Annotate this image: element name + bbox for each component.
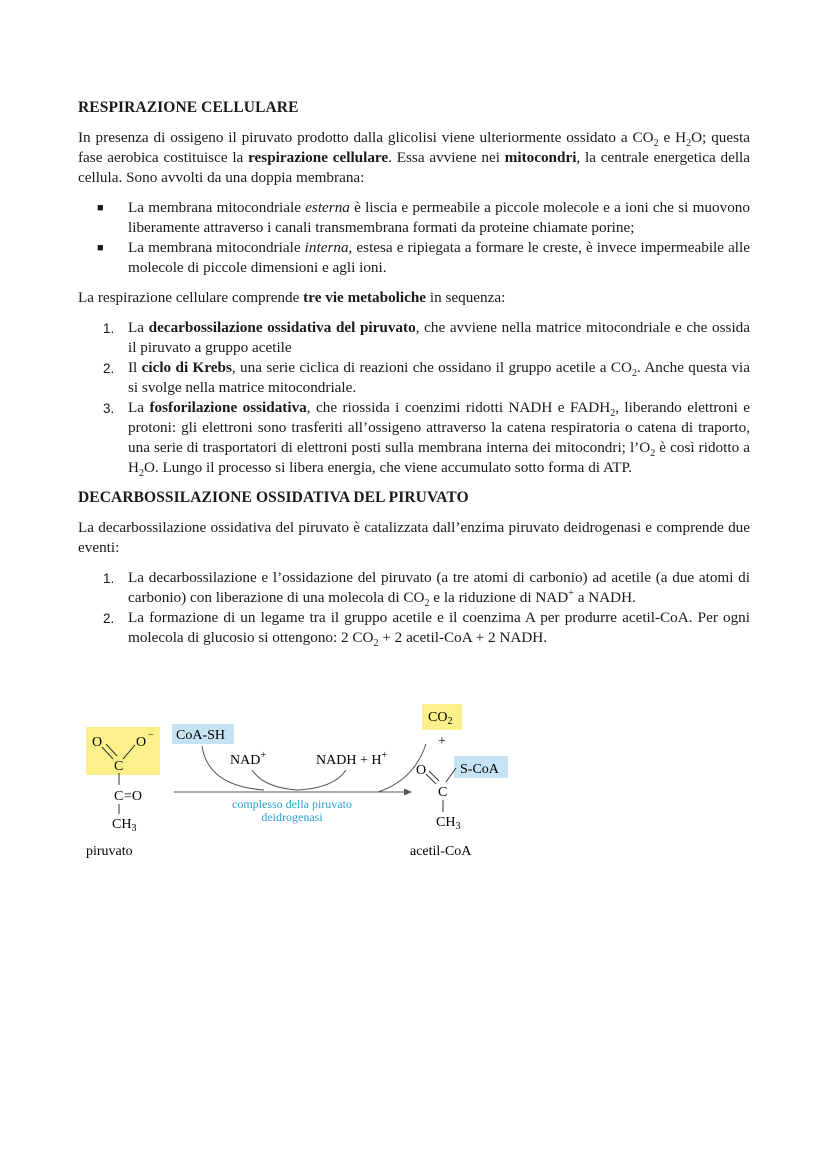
events-list	[78, 568, 750, 648]
text: La decarbossilazione e l’ossidazione del piruvato (a tre atomi di carbonio) ad acetile (a due atomi di carbonio) con liberazione di una molecola di CO	[128, 569, 750, 606]
text: è così ridotto a H	[128, 439, 750, 476]
bold-term: fosforilazione ossidativa	[149, 399, 307, 416]
paragraph-lead	[78, 288, 750, 308]
acetyl-double-bond	[426, 774, 436, 784]
subscript: 2	[686, 138, 692, 150]
acetyl-coa-label: acetil-CoA	[410, 844, 472, 859]
list-number: 1.	[103, 321, 115, 336]
pyruvate-o-left: O	[92, 735, 103, 750]
paragraph-intro	[78, 128, 750, 188]
text: La	[128, 319, 149, 336]
ch: CH	[436, 815, 456, 830]
text: , la centrale energetica della cellula. Sono avvolti da una doppia membrana:	[78, 149, 751, 186]
pyruvate-c-top: C	[114, 759, 124, 774]
text: , estesa e ripiegata a formare le creste, è invece impermeabile alle molecole di piccole dimensioni e agli ioni.	[128, 239, 750, 276]
bold-term: mitocondri	[504, 149, 577, 166]
subscript: 2	[653, 138, 659, 150]
pyruvate-o-mid: =O	[124, 789, 143, 804]
list-item	[78, 358, 750, 398]
acetyl-ch3	[436, 815, 460, 832]
superscript: +	[381, 750, 388, 761]
bold-term: ciclo di Krebs	[141, 359, 232, 376]
subscript: 2	[610, 408, 616, 420]
list-number: 2.	[103, 361, 115, 376]
pyruvate-o-right: O	[136, 735, 147, 750]
bullet-square-icon: ■	[97, 242, 104, 254]
plus-sign: +	[438, 734, 446, 749]
text: + 2 acetil-CoA + 2 NADH.	[378, 629, 548, 646]
text: La	[128, 399, 150, 416]
nad-label	[230, 750, 266, 768]
italic-term: esterna	[305, 199, 350, 216]
subscript: 3	[455, 821, 461, 832]
pyruvate-o-minus: −	[148, 730, 154, 741]
text: in sequenza:	[426, 289, 506, 306]
list-item	[78, 318, 750, 358]
bold-term: decarbossilazione ossidativa del piruvato	[148, 319, 416, 336]
acetyl-c: C	[438, 785, 448, 800]
nadh-label	[316, 750, 387, 768]
metabolic-pathways-list	[78, 318, 750, 478]
text: , una serie ciclica di reazioni che ossidano il gruppo acetile a CO	[231, 359, 633, 376]
subscript: 2	[447, 716, 453, 727]
text: . Anche questa via si svolge nella matrice mitocondriale.	[128, 359, 751, 396]
pyruvate-ch3	[112, 817, 136, 834]
acetyl-scoa: S-CoA	[460, 762, 499, 777]
text: e H	[658, 129, 687, 146]
acetyl-o: O	[416, 763, 427, 778]
bullet-square-icon: ■	[97, 202, 104, 214]
superscript: +	[568, 587, 574, 599]
list-number: 3.	[103, 401, 115, 416]
membrane-list	[78, 198, 750, 278]
text: e la riduzione di NAD	[429, 589, 569, 606]
text: La membrana mitocondriale	[128, 199, 306, 216]
text: a NADH.	[573, 589, 636, 606]
ch: CH	[112, 817, 132, 832]
bold-term: tre vie metaboliche	[303, 289, 427, 306]
nad: NAD	[230, 753, 261, 768]
co: CO	[428, 710, 448, 725]
text: . Essa avviene nei	[388, 149, 505, 166]
text: , che avviene nella matrice mitocondriale e che ossida il piruvato a gruppo acetile	[128, 319, 750, 356]
list-item	[78, 608, 750, 648]
subscript: 2	[632, 368, 638, 380]
text: è liscia e permeabile a piccole molecole e a ioni che si muovono liberamente attraverso i canali transmembrana formati da proteine chiamate porine;	[128, 199, 750, 236]
bold-term: respirazione cellulare	[248, 149, 389, 166]
italic-term: interna	[304, 239, 349, 256]
section-title-respirazione: RESPIRAZIONE CELLULARE	[78, 99, 299, 116]
section-title-decarbossilazione: DECARBOSSILAZIONE OSSIDATIVA DEL PIRUVATO	[78, 489, 469, 506]
subscript: 2	[424, 598, 430, 610]
subscript: 3	[131, 823, 137, 834]
list-item	[78, 568, 750, 608]
arrow-head-icon	[404, 789, 412, 796]
list-number: 1.	[103, 571, 115, 586]
pyruvate-c-mid: C	[114, 789, 124, 804]
subscript: 2	[138, 468, 144, 480]
document-content	[78, 98, 750, 658]
reaction-diagram	[78, 700, 538, 870]
subscript: 2	[373, 638, 379, 650]
pyruvate-label: piruvato	[86, 844, 133, 859]
enzyme-label-line1: complesso della piruvato	[232, 797, 352, 811]
list-item	[78, 238, 750, 278]
acetyl-double-bond-2	[429, 771, 439, 781]
text: , che riossida i coenzimi ridotti NADH e FADH	[306, 399, 611, 416]
list-item	[78, 398, 750, 478]
text: O; questa fase aerobica costituisce la	[78, 129, 750, 166]
coa-sh-label: CoA-SH	[176, 728, 226, 743]
nad-curve	[252, 770, 346, 790]
text: , liberando elettroni e protoni: gli elettroni sono trasferiti all’ossigeno attraverso la catena respiratoria o catena di traporto, una serie di trasportatori di elettroni posti sulla membrana interna dei mitocondri; l’O	[128, 399, 750, 456]
text: Il	[128, 359, 142, 376]
superscript: +	[260, 750, 266, 761]
nadh: NADH + H	[316, 753, 382, 768]
text: La membrana mitocondriale	[128, 239, 305, 256]
text: La respirazione cellulare comprende	[78, 289, 304, 306]
text: O. Lungo il processo si libera energia, che viene accumulato sotto forma di ATP.	[143, 459, 633, 476]
text: La formazione di un legame tra il gruppo acetile e il coenzima A per produrre acetil-CoA. Per ogni molecola di glucosio si ottengono: 2 CO	[128, 609, 750, 646]
subscript: 2	[650, 448, 656, 460]
list-number: 2.	[103, 611, 115, 626]
enzyme-label-line2: deidrogenasi	[261, 810, 323, 824]
text: In presenza di ossigeno il piruvato prodotto dalla glicolisi viene ulteriormente ossidato a CO	[78, 129, 654, 146]
paragraph-decarbossilazione: La decarbossilazione ossidativa del piruvato è catalizzata dall’enzima piruvato deidrogenasi e comprende due eventi:	[78, 519, 750, 556]
list-item	[78, 198, 750, 238]
